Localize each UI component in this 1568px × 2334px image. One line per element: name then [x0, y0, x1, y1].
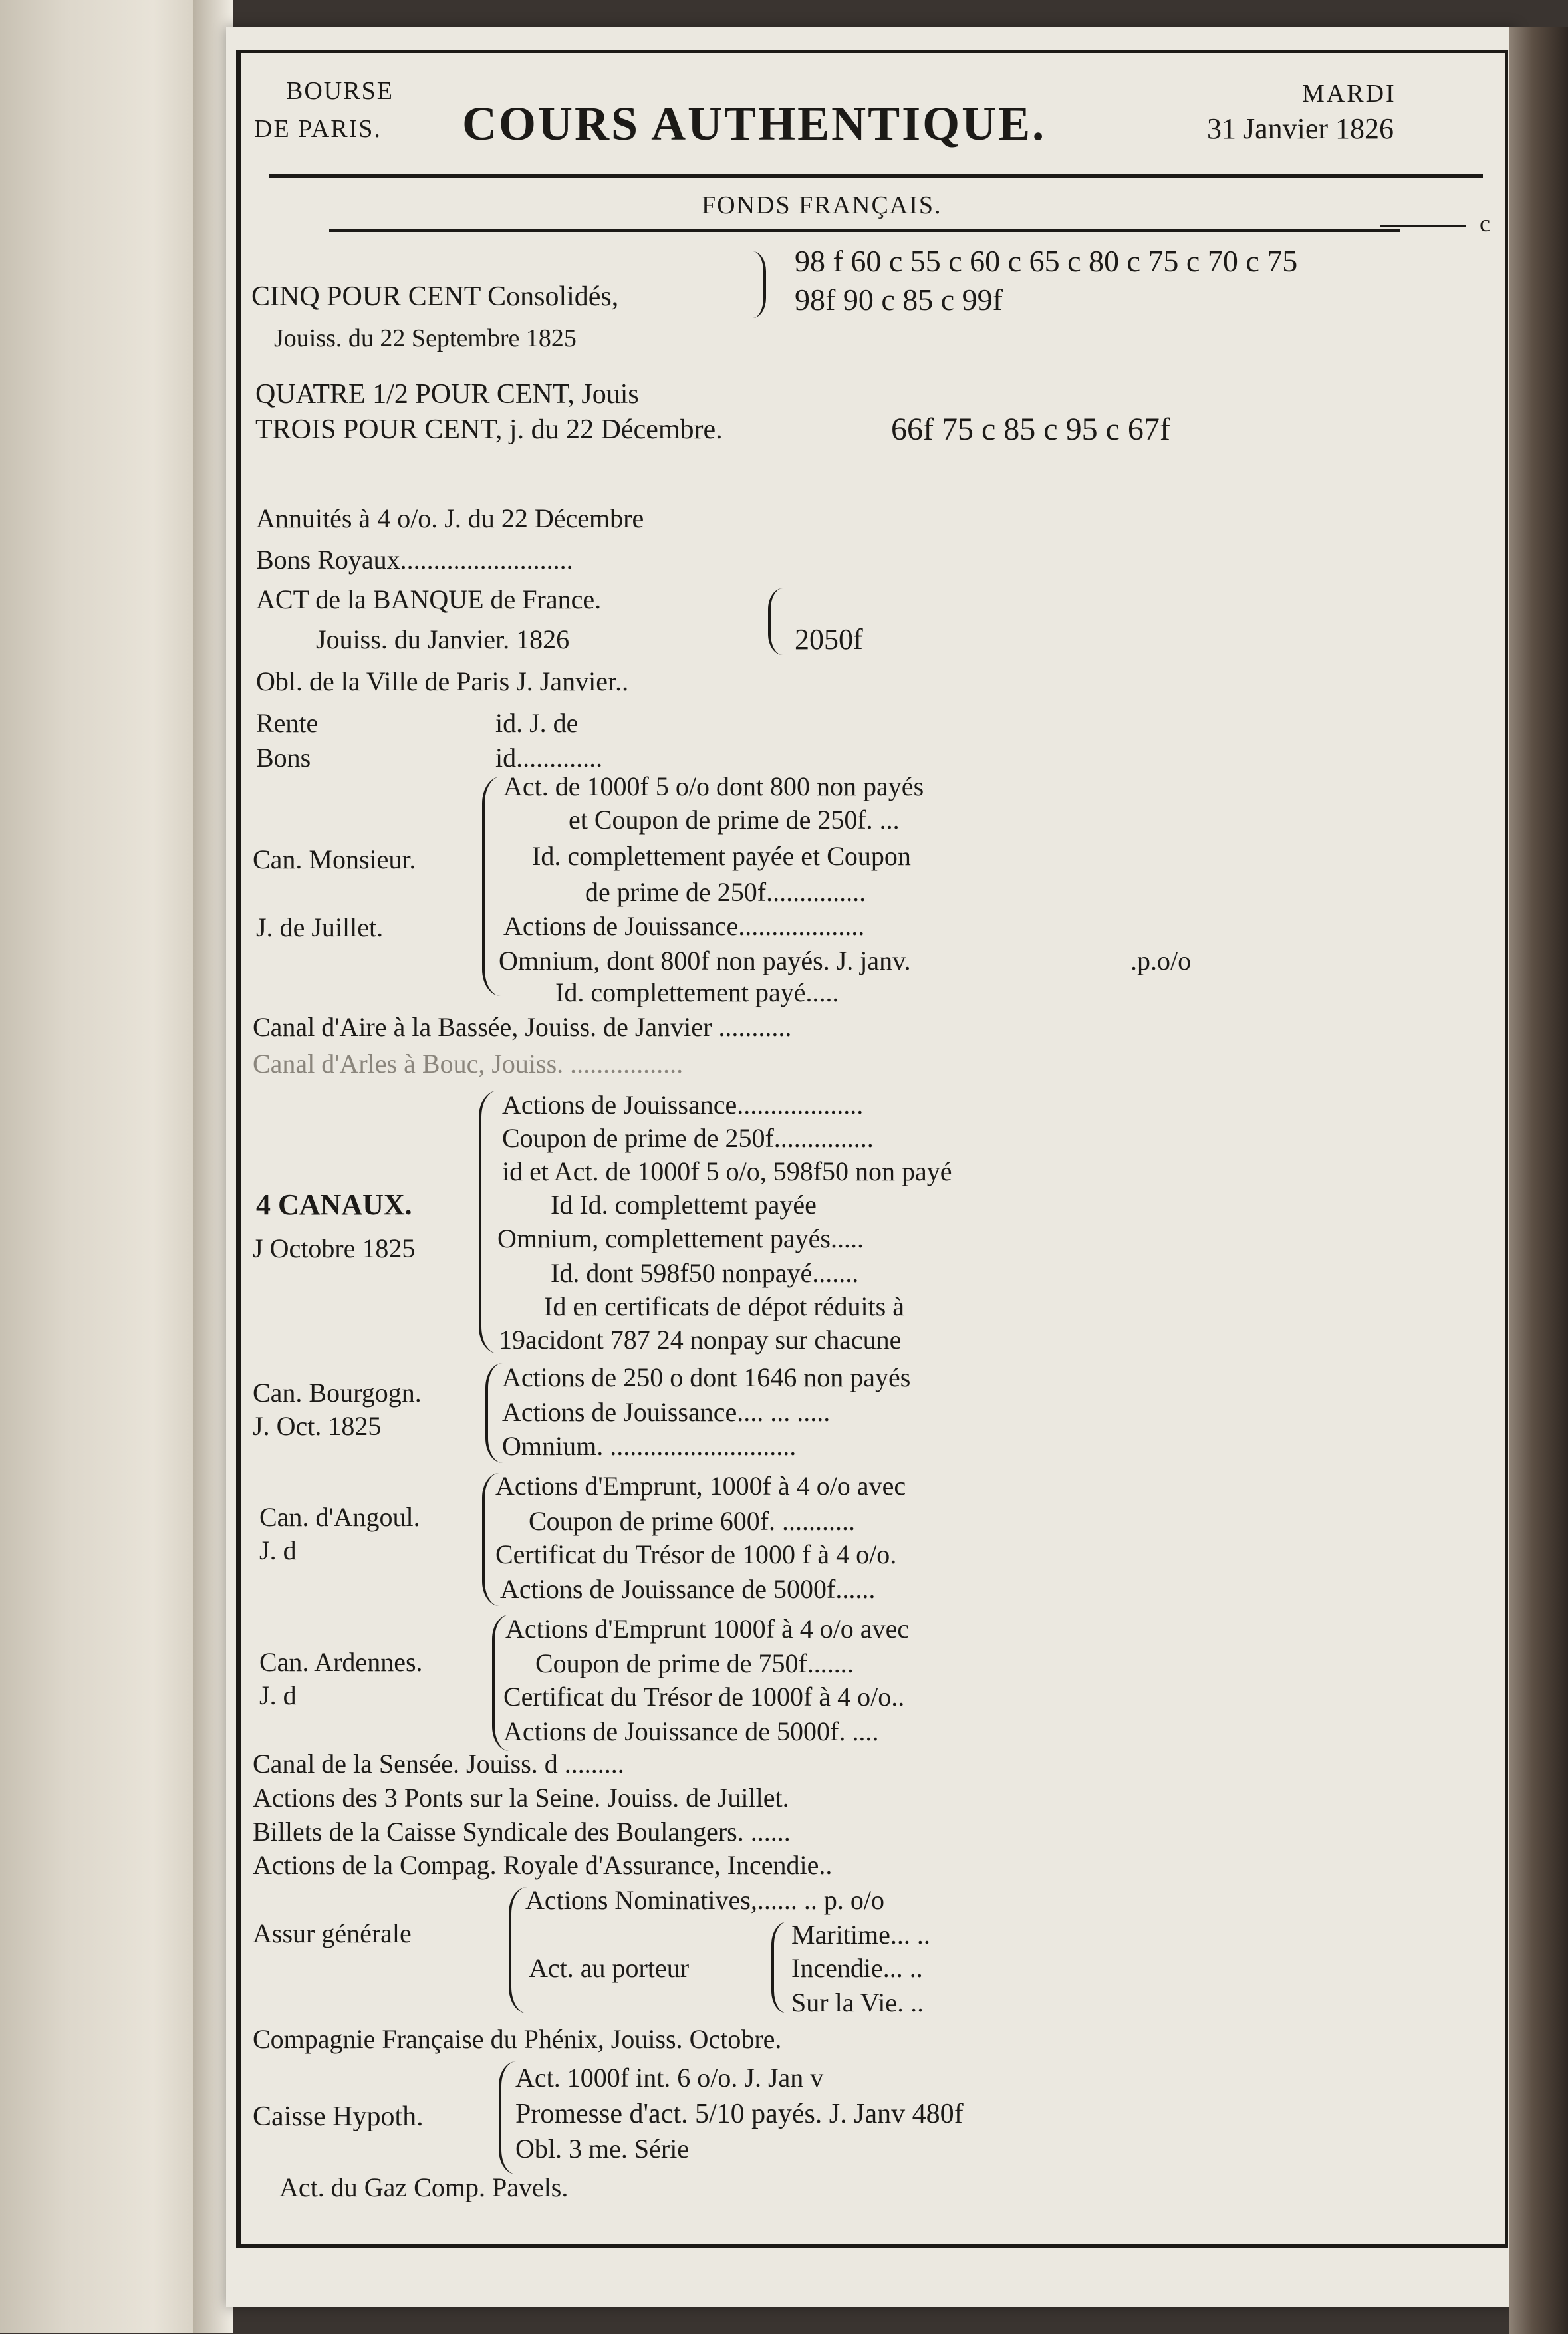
- header-rule: [269, 174, 1483, 178]
- assur-maritime: Maritime... ..: [791, 1920, 930, 1950]
- monsieur-label-1: Can. Monsieur.: [253, 844, 416, 874]
- quatre-canaux-row: Actions de Jouissance...................: [502, 1090, 864, 1120]
- monsieur-label-2: J. de Juillet.: [256, 912, 384, 942]
- banque-bracket: [768, 588, 783, 655]
- page-stack-edge: [1509, 27, 1568, 2334]
- ardennes-row: Actions d'Emprunt 1000f à 4 o/o avec: [505, 1614, 910, 1644]
- quatre-canaux-row: Coupon de prime de 250f...............: [502, 1123, 874, 1153]
- canal-aire: Canal d'Aire à la Bassée, Jouiss. de Janvier ...........: [253, 1012, 792, 1042]
- gaz: Act. du Gaz Comp. Pavels.: [279, 2172, 569, 2202]
- bourgogne-row: Omnium. ............................: [502, 1431, 797, 1461]
- section-rule: [329, 229, 1400, 232]
- assur-porteur-bracket: [771, 1922, 787, 2013]
- monsieur-row: Actions de Jouissance...................: [503, 911, 865, 941]
- bons-value: id.............: [495, 743, 603, 773]
- ardennes-row: Coupon de prime de 750f.......: [535, 1648, 854, 1678]
- hypoth-row: Promesse d'act. 5/10 payés. J. Janv 480f: [515, 2099, 964, 2129]
- cinq-cours-line-1: 98 f 60 c 55 c 60 c 65 c 80 c 75 c 70 c 75: [795, 244, 1298, 278]
- ardennes-label-1: Can. Ardennes.: [259, 1647, 423, 1677]
- assur-vie: Sur la Vie. ..: [791, 1988, 924, 2017]
- cinq-cours-line-2: 98f 90 c 85 c 99f: [795, 283, 1003, 317]
- hypoth-row: Obl. 3 me. Série: [515, 2134, 690, 2164]
- quatre-canaux-row: 19acidont 787 24 nonpay sur chacune: [499, 1325, 902, 1355]
- left-page-binding: [0, 0, 219, 2333]
- assur-bracket: [509, 1887, 527, 2013]
- annuites: Annuités à 4 o/o. J. du 22 Décembre: [256, 503, 644, 533]
- divers-line: Actions de la Compag. Royale d'Assurance, Incendie..: [253, 1850, 833, 1880]
- quatre-canaux-row: Id en certificats de dépot réduits à: [544, 1291, 904, 1321]
- ardennes-row: Certificat du Trésor de 1000f à 4 o/o..: [503, 1682, 905, 1712]
- angouleme-label-1: Can. d'Angoul.: [259, 1502, 420, 1532]
- trois-label: TROIS POUR CENT, j. du 22 Décembre.: [255, 414, 723, 445]
- angouleme-row: Coupon de prime 600f. ...........: [529, 1506, 856, 1536]
- rente-value: id. J. de: [495, 708, 579, 738]
- quatre-canaux-bracket: [479, 1091, 497, 1353]
- quatre-canaux-row: id et Act. de 1000f 5 o/o, 598f50 non payé: [502, 1156, 952, 1186]
- angouleme-row: Certificat du Trésor de 1000 f à 4 o/o.: [495, 1539, 897, 1569]
- assur-incendie: Incendie... ..: [791, 1953, 923, 1983]
- header-day: MARDI: [1302, 80, 1396, 108]
- page-title: COURS AUTHENTIQUE.: [462, 97, 1047, 150]
- bourse-line-1: BOURSE: [286, 77, 394, 105]
- section-title: FONDS FRANÇAIS.: [702, 192, 942, 219]
- assur-nominatives: Actions Nominatives,...... .. p. o/o: [525, 1885, 884, 1915]
- banque-cours: 2050f: [795, 623, 863, 656]
- angouleme-label-2: J. d: [259, 1535, 297, 1565]
- hypoth-label: Caisse Hypoth.: [253, 2101, 424, 2132]
- bourgogne-bracket: [485, 1363, 503, 1463]
- monsieur-row: Id. complettement payée et Coupon: [532, 841, 911, 871]
- bourgogne-label-1: Can. Bourgogn.: [253, 1378, 422, 1408]
- ardennes-row: Actions de Jouissance de 5000f. ....: [503, 1716, 879, 1746]
- rente-label: Rente: [256, 708, 319, 738]
- monsieur-row: Omnium, dont 800f non payés. J. janv.: [499, 946, 911, 975]
- bons-label: Bons: [256, 743, 311, 773]
- bons-royaux: Bons Royaux..........................: [256, 545, 573, 575]
- assur-label: Assur générale: [253, 1918, 412, 1948]
- angouleme-row: Actions d'Emprunt, 1000f à 4 o/o avec: [495, 1471, 906, 1501]
- monsieur-row: et Coupon de prime de 250f. ...: [569, 805, 900, 835]
- hypoth-bracket: [499, 2061, 516, 2174]
- corner-c: c: [1480, 210, 1490, 237]
- monsieur-row: Id. complettement payé.....: [555, 977, 839, 1007]
- quatre-canaux-row: Omnium, complettement payés.....: [497, 1224, 864, 1253]
- bourgogne-row: Actions de Jouissance.... ... .....: [502, 1397, 831, 1427]
- monsieur-row: de prime de 250f...............: [585, 877, 866, 907]
- bourgogne-label-2: J. Oct. 1825: [253, 1411, 382, 1441]
- monsieur-bracket: [482, 777, 501, 996]
- obl-ville: Obl. de la Ville de Paris J. Janvier..: [256, 666, 629, 696]
- quatre-canaux-row: Id Id. complettemt payée: [551, 1190, 817, 1220]
- phenix: Compagnie Française du Phénix, Jouiss. Octobre.: [253, 2024, 782, 2054]
- monsieur-po: .p.o/o: [1130, 946, 1192, 975]
- trois-cours: 66f 75 c 85 c 95 c 67f: [891, 412, 1170, 447]
- cinq-label: CINQ POUR CENT Consolidés,: [251, 281, 619, 312]
- quatre-canaux-label-1: 4 CANAUX.: [256, 1188, 412, 1221]
- quatre-label: QUATRE 1/2 POUR CENT, Jouis: [255, 379, 639, 410]
- divers-line: Billets de la Caisse Syndicale des Boulangers. ......: [253, 1817, 791, 1847]
- ardennes-label-2: J. d: [259, 1680, 297, 1710]
- banque-line-2: Jouiss. du Janvier. 1826: [316, 624, 570, 654]
- bourse-line-2: DE PARIS.: [254, 115, 382, 143]
- hypoth-row: Act. 1000f int. 6 o/o. J. Jan v: [515, 2063, 824, 2093]
- bourgogne-row: Actions de 250 o dont 1646 non payés: [502, 1362, 911, 1392]
- quatre-canaux-row: Id. dont 598f50 nonpayé.......: [551, 1258, 859, 1288]
- quatre-canaux-label-2: J Octobre 1825: [253, 1233, 416, 1263]
- canal-arles: Canal d'Arles à Bouc, Jouiss. .................: [253, 1049, 684, 1079]
- cinq-jouiss: Jouiss. du 22 Septembre 1825: [274, 324, 577, 352]
- angouleme-row: Actions de Jouissance de 5000f......: [500, 1574, 876, 1604]
- divers-line: Actions des 3 Ponts sur la Seine. Jouiss. de Juillet.: [253, 1783, 789, 1813]
- assur-porteur: Act. au porteur: [529, 1953, 690, 1983]
- banque-line-1: ACT de la BANQUE de France.: [256, 584, 602, 614]
- divers-line: Canal de la Sensée. Jouiss. d .........: [253, 1749, 624, 1779]
- header-date: 31 Janvier 1826: [1207, 112, 1394, 145]
- cinq-bracket: [750, 251, 766, 318]
- monsieur-row: Act. de 1000f 5 o/o dont 800 non payés: [503, 771, 924, 801]
- section-rule-right: [1380, 225, 1466, 227]
